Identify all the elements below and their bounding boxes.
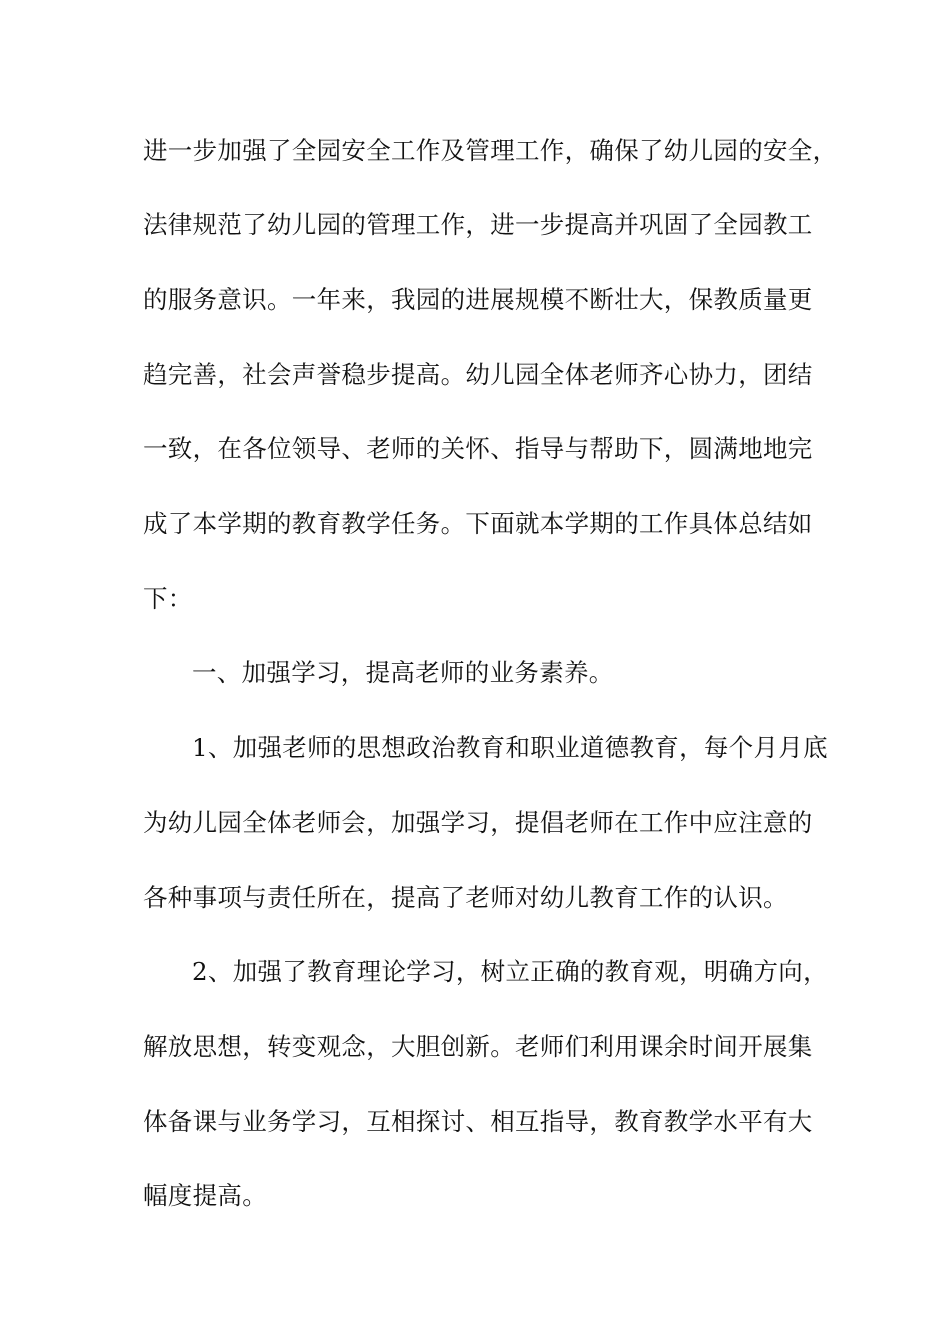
text-line: 的服务意识。一年来，我园的进展规模不断壮大，保教质量更 [143, 285, 813, 314]
text-line: 解放思想，转变观念，大胆创新。老师们利用课余时间开展集 [143, 1032, 813, 1061]
text-line: 各种事项与责任所在，提高了老师对幼儿教育工作的认识。 [143, 883, 788, 912]
text-line: 进一步加强了全园安全工作及管理工作，确保了幼儿园的安全， [143, 136, 838, 165]
text-line: 2、加强了教育理论学习，树立正确的教育观，明确方向， [192, 957, 828, 986]
text-line: 成了本学期的教育教学任务。下面就本学期的工作具体总结如 [143, 509, 813, 538]
text-line: 幅度提高。 [143, 1181, 267, 1210]
text-line: 趋完善，社会声誉稳步提高。幼儿园全体老师齐心协力，团结 [143, 360, 813, 389]
text-line: 一致，在各位领导、老师的关怀、指导与帮助下，圆满地地完 [143, 434, 813, 463]
text-line: 体备课与业务学习，互相探讨、相互指导，教育教学水平有大 [143, 1107, 813, 1136]
text-line: 1、加强老师的思想政治教育和职业道德教育，每个月月底 [192, 733, 828, 762]
text-line: 法律规范了幼儿园的管理工作，进一步提高并巩固了全园教工 [143, 210, 813, 239]
section-heading: 一、加强学习，提高老师的业务素养。 [192, 658, 614, 687]
text-line: 为幼儿园全体老师会，加强学习，提倡老师在工作中应注意的 [143, 808, 813, 837]
text-line: 下： [143, 584, 193, 613]
